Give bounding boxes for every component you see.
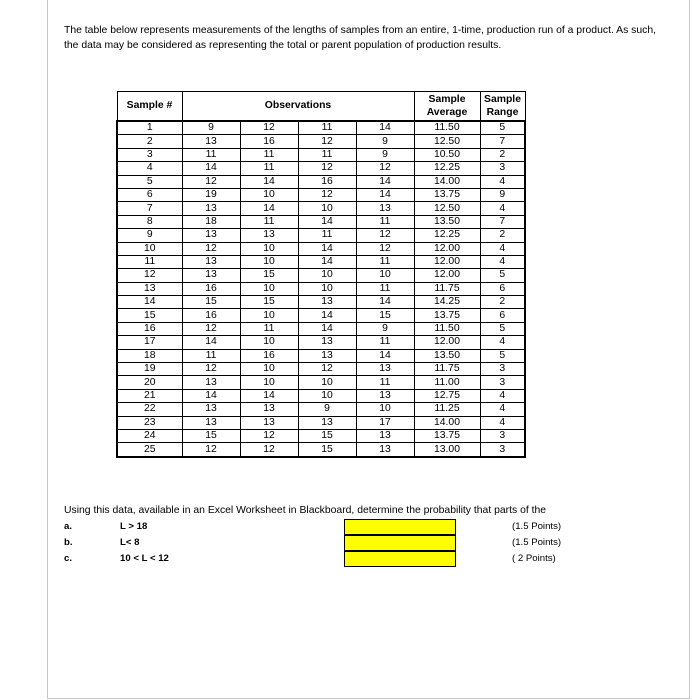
observation-cell: 11 <box>182 148 240 161</box>
observation-cell: 12 <box>356 229 414 242</box>
observation-cell: 13 <box>298 349 356 362</box>
observation-cell: 12 <box>182 363 240 376</box>
table-row <box>117 349 525 362</box>
observation-cell: 14 <box>356 121 414 135</box>
header-range-line2: Range <box>486 107 519 118</box>
observation-cell: 14 <box>240 389 298 402</box>
part-letter: a. <box>64 521 73 532</box>
sample-cell: 19 <box>117 363 182 376</box>
sample-cell: 3 <box>117 148 182 161</box>
observation-cell: 11 <box>240 322 298 335</box>
observation-cell: 14 <box>240 175 298 188</box>
measurements-table <box>116 91 526 458</box>
average-cell: 13.50 <box>414 349 480 362</box>
observation-cell: 9 <box>356 135 414 148</box>
observation-cell: 12 <box>298 135 356 148</box>
observation-cell: 13 <box>182 255 240 268</box>
average-cell: 12.50 <box>414 202 480 215</box>
table-body <box>117 121 525 457</box>
table-row <box>117 202 525 215</box>
sample-cell: 15 <box>117 309 182 322</box>
sample-cell: 22 <box>117 403 182 416</box>
observation-cell: 9 <box>298 403 356 416</box>
answer-box-b[interactable] <box>344 535 456 551</box>
table-row <box>117 363 525 376</box>
observation-cell: 16 <box>240 135 298 148</box>
sample-cell: 17 <box>117 336 182 349</box>
sample-cell: 11 <box>117 255 182 268</box>
observation-cell: 13 <box>182 269 240 282</box>
observation-cell: 10 <box>240 188 298 201</box>
table-row <box>117 309 525 322</box>
observation-cell: 12 <box>298 162 356 175</box>
observation-cell: 12 <box>298 363 356 376</box>
range-cell: 2 <box>480 296 525 309</box>
range-cell: 3 <box>480 376 525 389</box>
observation-cell: 10 <box>240 242 298 255</box>
observation-cell: 13 <box>240 229 298 242</box>
observation-cell: 11 <box>356 215 414 228</box>
observation-cell: 12 <box>356 162 414 175</box>
table-row <box>117 229 525 242</box>
average-cell: 11.00 <box>414 376 480 389</box>
range-cell: 9 <box>480 188 525 201</box>
observation-cell: 15 <box>240 296 298 309</box>
sample-cell: 1 <box>117 121 182 135</box>
observation-cell: 12 <box>298 188 356 201</box>
average-cell: 14.00 <box>414 416 480 429</box>
observation-cell: 13 <box>356 202 414 215</box>
observation-cell: 14 <box>298 255 356 268</box>
observation-cell: 10 <box>240 363 298 376</box>
sample-cell: 20 <box>117 376 182 389</box>
observation-cell: 16 <box>298 175 356 188</box>
observation-cell: 13 <box>182 403 240 416</box>
table-row <box>117 135 525 148</box>
sample-cell: 2 <box>117 135 182 148</box>
part-points: (1.5 Points) <box>512 521 562 532</box>
observation-cell: 15 <box>298 443 356 457</box>
table-row <box>117 121 525 135</box>
table-row <box>117 429 525 442</box>
observation-cell: 11 <box>298 229 356 242</box>
sample-cell: 16 <box>117 322 182 335</box>
part-letter: c. <box>64 553 73 564</box>
table-row <box>117 389 525 402</box>
observation-cell: 14 <box>298 309 356 322</box>
observation-cell: 12 <box>182 322 240 335</box>
observation-cell: 10 <box>240 376 298 389</box>
average-cell: 11.75 <box>414 282 480 295</box>
sample-cell: 24 <box>117 429 182 442</box>
part-points: (1.5 Points) <box>512 537 562 548</box>
table-row <box>117 376 525 389</box>
table-row <box>117 188 525 201</box>
average-cell: 13.75 <box>414 188 480 201</box>
average-cell: 12.00 <box>414 242 480 255</box>
observation-cell: 17 <box>356 416 414 429</box>
part-row-b <box>64 535 584 551</box>
range-cell: 3 <box>480 443 525 457</box>
sample-cell: 8 <box>117 215 182 228</box>
range-cell: 5 <box>480 349 525 362</box>
average-cell: 11.50 <box>414 322 480 335</box>
range-cell: 4 <box>480 416 525 429</box>
range-cell: 5 <box>480 121 525 135</box>
table-row <box>117 336 525 349</box>
average-cell: 11.75 <box>414 363 480 376</box>
table-row <box>117 403 525 416</box>
average-cell: 13.75 <box>414 429 480 442</box>
observation-cell: 13 <box>356 443 414 457</box>
range-cell: 3 <box>480 429 525 442</box>
observation-cell: 9 <box>356 322 414 335</box>
observation-cell: 10 <box>298 389 356 402</box>
observation-cell: 15 <box>240 269 298 282</box>
average-cell: 13.00 <box>414 443 480 457</box>
observation-cell: 14 <box>356 188 414 201</box>
range-cell: 2 <box>480 229 525 242</box>
sample-cell: 10 <box>117 242 182 255</box>
range-cell: 5 <box>480 269 525 282</box>
sample-cell: 4 <box>117 162 182 175</box>
sample-cell: 9 <box>117 229 182 242</box>
observation-cell: 12 <box>182 175 240 188</box>
observation-cell: 16 <box>182 282 240 295</box>
part-row-c <box>64 551 584 567</box>
observation-cell: 14 <box>182 389 240 402</box>
sample-cell: 18 <box>117 349 182 362</box>
sample-cell: 6 <box>117 188 182 201</box>
table-row <box>117 148 525 161</box>
observation-cell: 10 <box>298 269 356 282</box>
observation-cell: 11 <box>356 336 414 349</box>
range-cell: 4 <box>480 175 525 188</box>
table-row <box>117 175 525 188</box>
range-cell: 7 <box>480 135 525 148</box>
table-row <box>117 296 525 309</box>
average-cell: 12.25 <box>414 229 480 242</box>
sample-cell: 5 <box>117 175 182 188</box>
average-cell: 12.00 <box>414 255 480 268</box>
observation-cell: 14 <box>298 215 356 228</box>
observation-cell: 13 <box>298 336 356 349</box>
observation-cell: 14 <box>298 242 356 255</box>
observation-cell: 13 <box>182 376 240 389</box>
sample-cell: 12 <box>117 269 182 282</box>
observation-cell: 13 <box>356 363 414 376</box>
part-points: ( 2 Points) <box>512 553 556 564</box>
observation-cell: 15 <box>356 309 414 322</box>
observation-cell: 10 <box>240 309 298 322</box>
observation-cell: 11 <box>240 162 298 175</box>
observation-cell: 13 <box>182 416 240 429</box>
header-observations: Observations <box>182 92 414 122</box>
part-letter: b. <box>64 537 73 548</box>
observation-cell: 14 <box>182 336 240 349</box>
observation-cell: 12 <box>182 443 240 457</box>
question-parts <box>64 519 584 567</box>
observation-cell: 13 <box>182 135 240 148</box>
average-cell: 12.75 <box>414 389 480 402</box>
part-row-a <box>64 519 584 535</box>
header-sample: Sample # <box>117 92 182 122</box>
range-cell: 6 <box>480 309 525 322</box>
average-cell: 12.00 <box>414 269 480 282</box>
sample-cell: 23 <box>117 416 182 429</box>
header-average-line1: Sample <box>428 94 466 105</box>
range-cell: 4 <box>480 336 525 349</box>
range-cell: 7 <box>480 215 525 228</box>
intro-paragraph: The table below represents measurements of the lengths of samples from an entire, 1-time, production run of a product. As such, the data may be considered as representing the total or parent population of production results. <box>64 25 656 51</box>
observation-cell: 11 <box>298 148 356 161</box>
observation-cell: 10 <box>298 282 356 295</box>
observation-cell: 11 <box>298 121 356 135</box>
average-cell: 14.25 <box>414 296 480 309</box>
average-cell: 12.25 <box>414 162 480 175</box>
observation-cell: 14 <box>356 175 414 188</box>
observation-cell: 10 <box>240 255 298 268</box>
header-sample-range <box>480 92 525 122</box>
range-cell: 4 <box>480 242 525 255</box>
average-cell: 14.00 <box>414 175 480 188</box>
sample-cell: 14 <box>117 296 182 309</box>
average-cell: 13.75 <box>414 309 480 322</box>
observation-cell: 9 <box>182 121 240 135</box>
table-row <box>117 215 525 228</box>
observation-cell: 11 <box>240 148 298 161</box>
observation-cell: 13 <box>240 416 298 429</box>
sample-cell: 25 <box>117 443 182 457</box>
observation-cell: 13 <box>182 229 240 242</box>
range-cell: 3 <box>480 162 525 175</box>
observation-cell: 14 <box>356 296 414 309</box>
sample-cell: 13 <box>117 282 182 295</box>
observation-cell: 11 <box>356 376 414 389</box>
observation-cell: 13 <box>182 202 240 215</box>
sample-cell: 21 <box>117 389 182 402</box>
observation-cell: 10 <box>298 202 356 215</box>
table-row <box>117 282 525 295</box>
observation-cell: 11 <box>356 282 414 295</box>
average-cell: 10.50 <box>414 148 480 161</box>
average-cell: 11.50 <box>414 121 480 135</box>
observation-cell: 16 <box>240 349 298 362</box>
part-condition: L > 18 <box>120 521 148 532</box>
header-sample-average <box>414 92 480 122</box>
answer-box-a[interactable] <box>344 519 456 535</box>
range-cell: 3 <box>480 363 525 376</box>
table-row <box>117 162 525 175</box>
observation-cell: 10 <box>240 282 298 295</box>
observation-cell: 14 <box>240 202 298 215</box>
observation-cell: 9 <box>356 148 414 161</box>
table-row <box>117 322 525 335</box>
table-row <box>117 416 525 429</box>
answer-box-c[interactable] <box>344 551 456 567</box>
observation-cell: 13 <box>240 403 298 416</box>
range-cell: 4 <box>480 255 525 268</box>
observation-cell: 12 <box>240 429 298 442</box>
range-cell: 6 <box>480 282 525 295</box>
part-condition: L< 8 <box>120 537 140 548</box>
observation-cell: 18 <box>182 215 240 228</box>
observation-cell: 11 <box>356 255 414 268</box>
average-cell: 12.50 <box>414 135 480 148</box>
observation-cell: 10 <box>356 403 414 416</box>
observation-cell: 12 <box>240 121 298 135</box>
observation-cell: 15 <box>182 296 240 309</box>
observation-cell: 14 <box>298 322 356 335</box>
observation-cell: 15 <box>298 429 356 442</box>
table-row <box>117 269 525 282</box>
average-cell: 11.25 <box>414 403 480 416</box>
range-cell: 2 <box>480 148 525 161</box>
question-text: Using this data, available in an Excel Worksheet in Blackboard, determine the probability that parts of the <box>64 505 547 516</box>
observation-cell: 12 <box>240 443 298 457</box>
range-cell: 4 <box>480 403 525 416</box>
average-cell: 12.00 <box>414 336 480 349</box>
header-average-line2: Average <box>426 107 468 118</box>
range-cell: 4 <box>480 389 525 402</box>
sample-cell: 7 <box>117 202 182 215</box>
range-cell: 4 <box>480 202 525 215</box>
observation-cell: 13 <box>298 416 356 429</box>
observation-cell: 10 <box>240 336 298 349</box>
observation-cell: 16 <box>182 309 240 322</box>
observation-cell: 14 <box>356 349 414 362</box>
table-row <box>117 443 525 457</box>
observation-cell: 11 <box>182 349 240 362</box>
observation-cell: 13 <box>356 389 414 402</box>
observation-cell: 11 <box>240 215 298 228</box>
observation-cell: 12 <box>182 242 240 255</box>
part-condition: 10 < L < 12 <box>120 553 169 564</box>
observation-cell: 12 <box>356 242 414 255</box>
observation-cell: 19 <box>182 188 240 201</box>
table-row <box>117 255 525 268</box>
observation-cell: 15 <box>182 429 240 442</box>
observation-cell: 13 <box>356 429 414 442</box>
observation-cell: 14 <box>182 162 240 175</box>
header-range-line1: Sample <box>484 94 521 105</box>
observation-cell: 13 <box>298 296 356 309</box>
average-cell: 13.50 <box>414 215 480 228</box>
table-row <box>117 242 525 255</box>
observation-cell: 10 <box>356 269 414 282</box>
range-cell: 5 <box>480 322 525 335</box>
observation-cell: 10 <box>298 376 356 389</box>
